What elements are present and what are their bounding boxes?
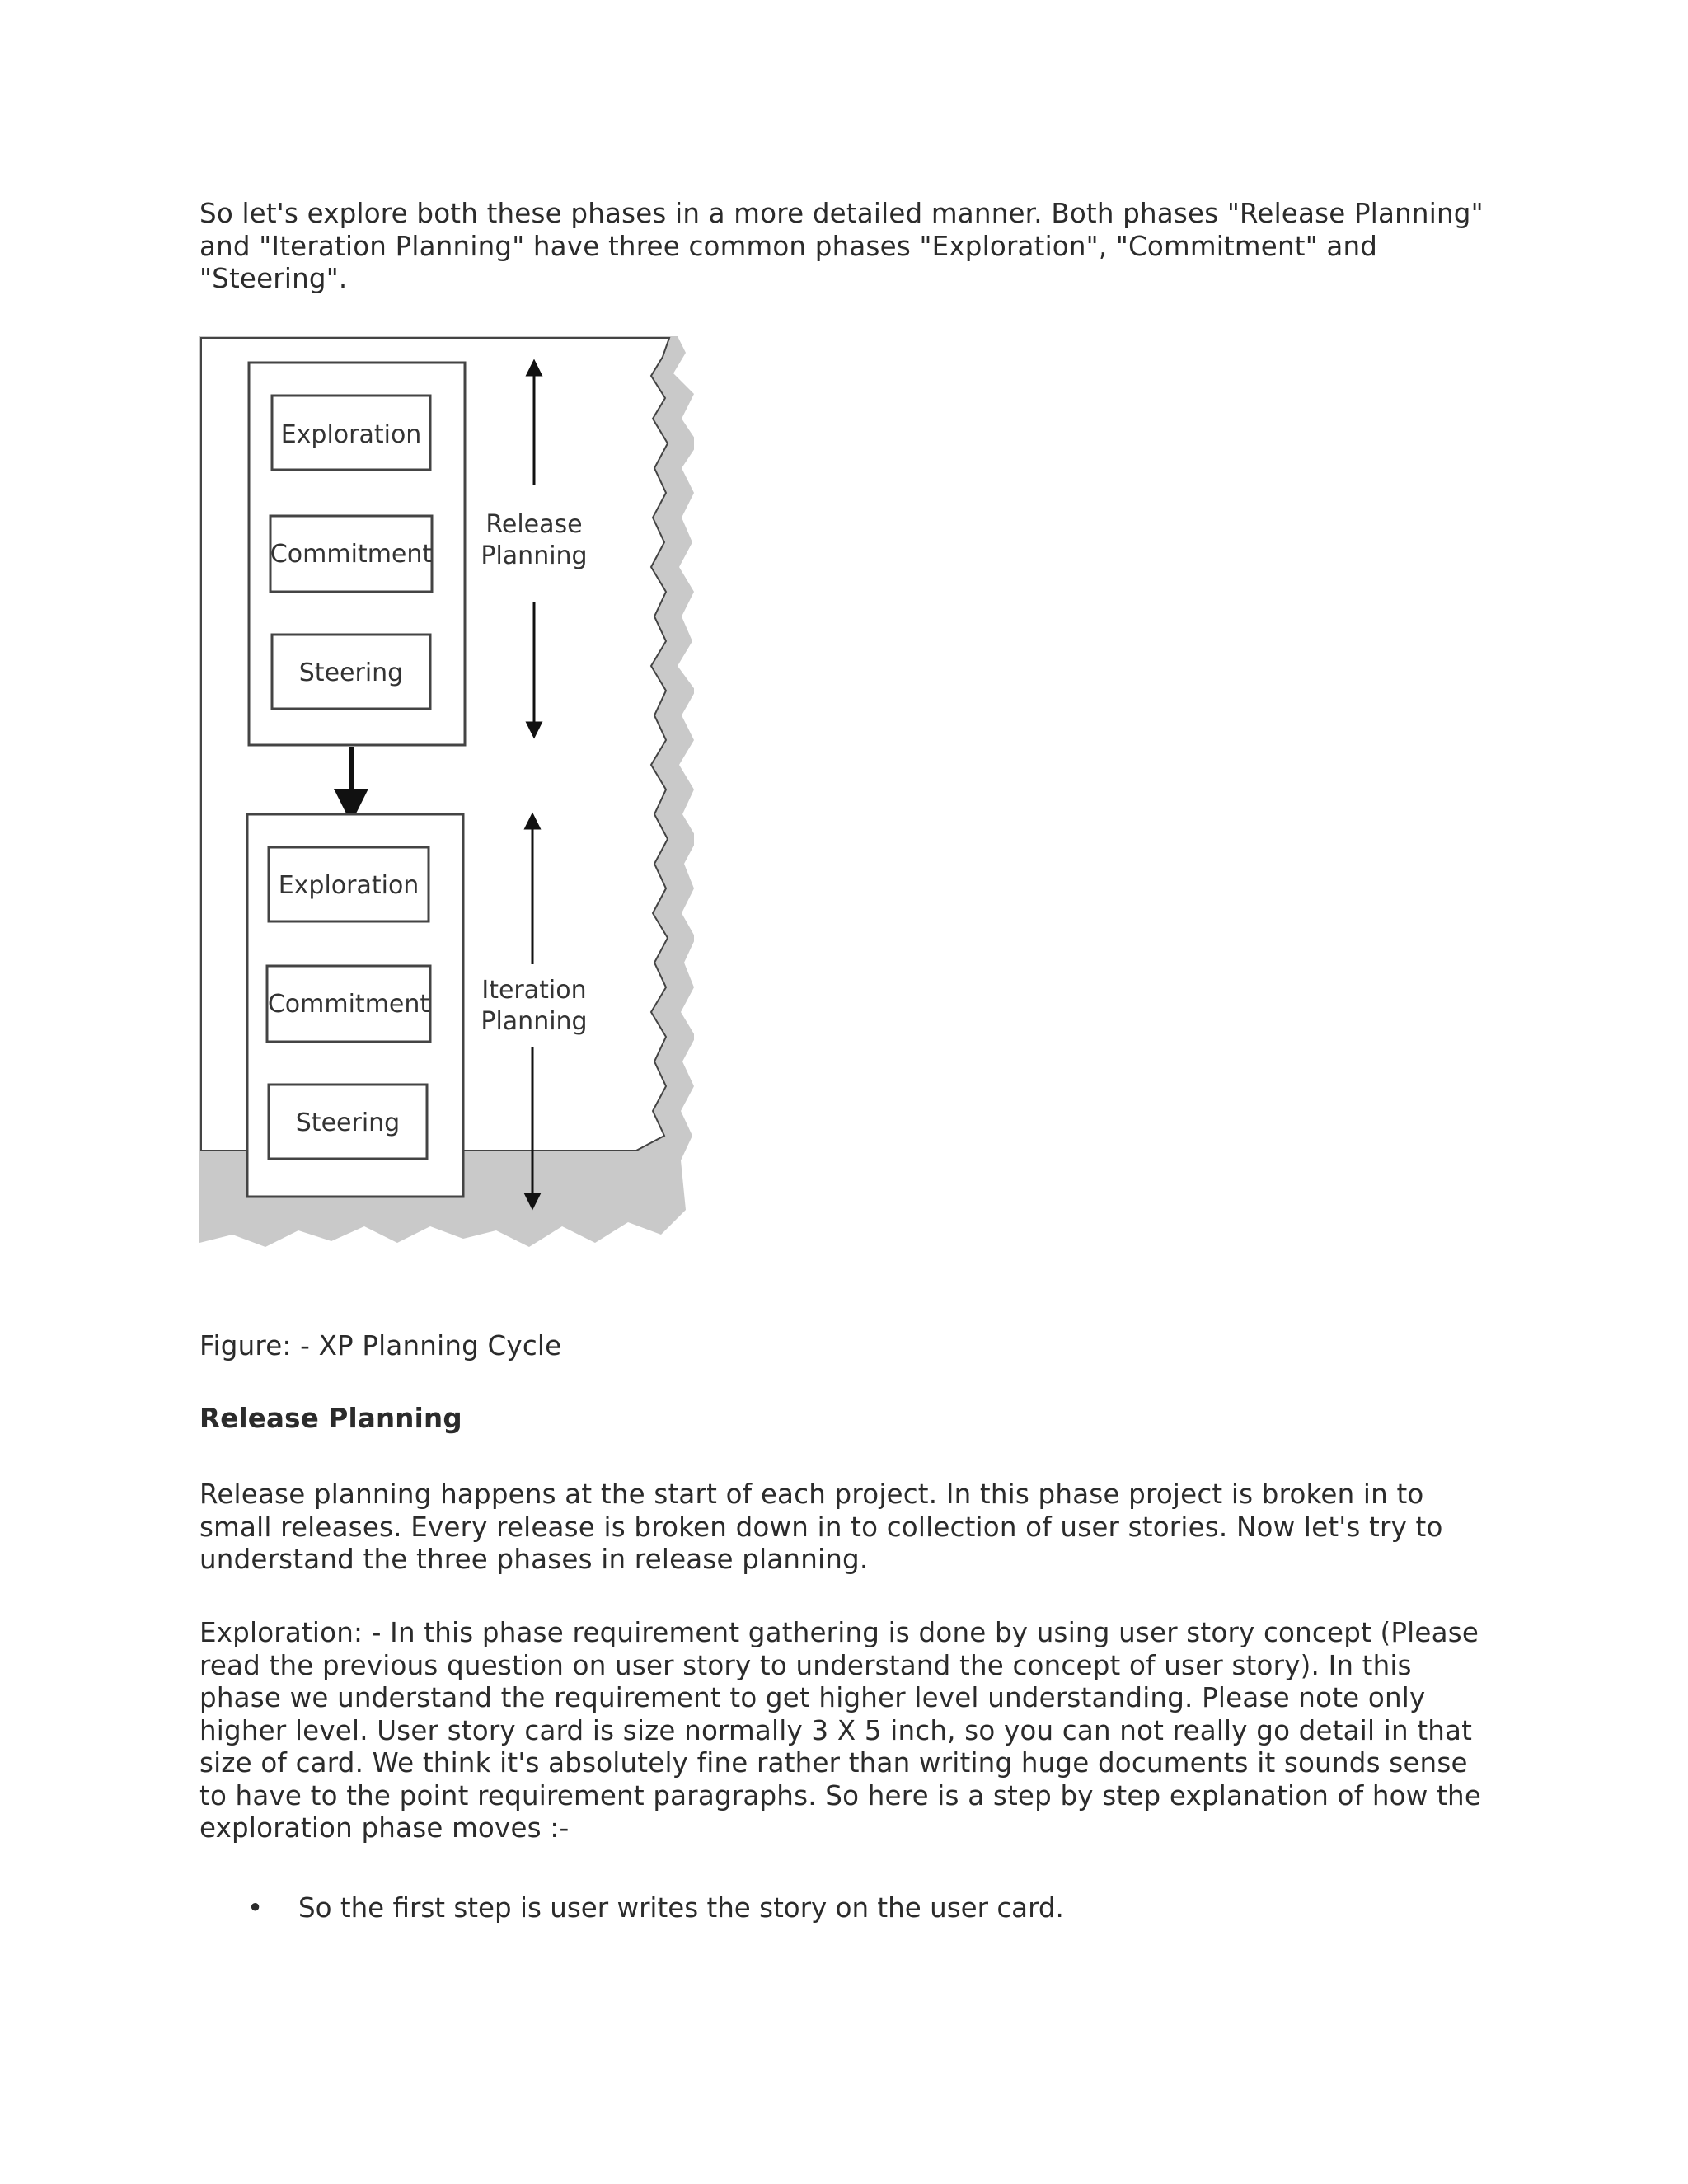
bullet-icon: • [247, 1892, 264, 1924]
box-label: Steering [295, 1108, 401, 1137]
release-exploration-box [272, 396, 430, 470]
list-item-text: So the first step is user writes the story on the user card. [298, 1892, 1064, 1924]
section-heading: Release Planning [199, 1403, 462, 1434]
iteration-steering-box [269, 1085, 427, 1159]
release-planning-paragraph: Release planning happens at the start of each project. In this phase project is broken in to small releases. Every release is broken down in to collection of user stories. Now let's try to understand the three phases in release planning. [199, 1479, 1443, 1575]
iteration-commitment-box [267, 966, 430, 1042]
box-label: Exploration [278, 871, 420, 900]
box-label: Commitment [267, 990, 430, 1019]
intro-paragraph: So let's explore both these phases in a more detailed manner. Both phases "Release Planning" and "Iteration Planning" have three common phases "Exploration", "Commitment" and "Steering". [199, 198, 1484, 294]
exploration-paragraph: Exploration: - In this phase requirement gathering is done by using user story concept (Please read the previous question on user story to understand the concept of user story). In this phase we understand the requirement to get higher level understanding. Please note only higher level. User story card is size normally 3 X 5 inch, so you can not really go detail in that size of card. We think it's absolutely fine rather than writing huge documents it sounds sense to have to the point requirement paragraphs. So here is a step by step explanation of how the exploration phase moves :- [199, 1617, 1482, 1844]
iteration-planning-label-line2: Planning [481, 1007, 588, 1036]
box-label: Steering [298, 658, 404, 687]
release-planning-label-line2: Planning [481, 541, 588, 570]
release-planning-label-line1: Release [485, 510, 583, 539]
iteration-planning-label-line1: Iteration [481, 976, 587, 1005]
iteration-exploration-box [269, 847, 429, 921]
release-commitment-box [270, 516, 433, 592]
box-label: Commitment [270, 540, 433, 569]
release-steering-box [272, 635, 430, 709]
box-label: Exploration [280, 420, 422, 449]
figure-caption: Figure: - XP Planning Cycle [199, 1330, 562, 1361]
xp-planning-cycle-figure [199, 336, 694, 1292]
